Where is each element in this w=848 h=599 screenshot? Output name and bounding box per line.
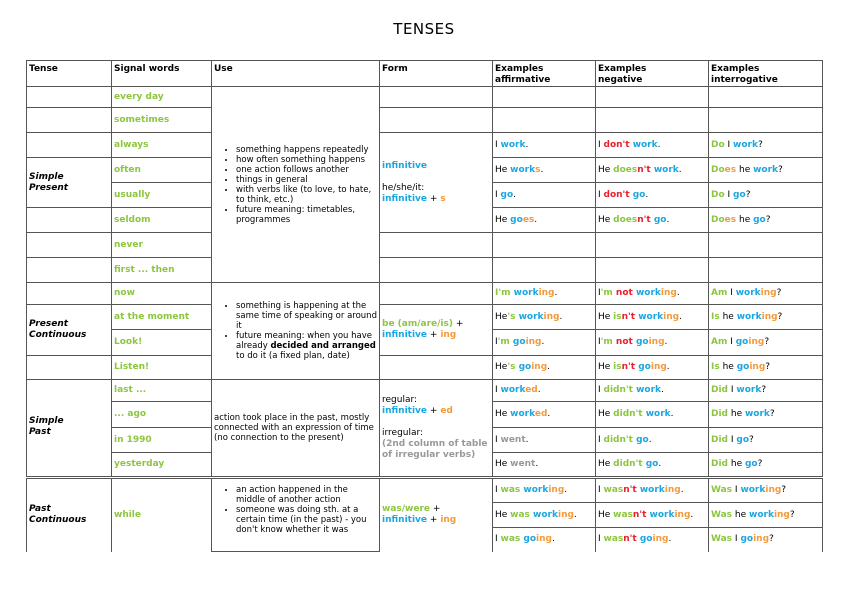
use-past-continuous: • an action happened in the middle of another action • someone was doing sth. at a certain time (in the past) - you don't know whether it was bbox=[212, 479, 380, 552]
example-int: Am I working? bbox=[709, 283, 823, 305]
header-affirmative: Examples affirmative bbox=[493, 61, 596, 87]
example-neg: He didn't go. bbox=[596, 453, 709, 477]
example-aff: He's going. bbox=[493, 356, 596, 380]
signal-word: while bbox=[112, 479, 212, 552]
example-neg: He isn't going. bbox=[596, 356, 709, 380]
example-int: Was I going? bbox=[709, 528, 823, 552]
example-aff: I was working. bbox=[493, 479, 596, 503]
example-neg: I didn't work. bbox=[596, 380, 709, 402]
form-simple-past: regular: infinitive + ed irregular: (2nd column of table of irregular verbs) bbox=[380, 380, 493, 477]
example-int: Does he work? bbox=[709, 158, 823, 183]
example-neg: He doesn't work. bbox=[596, 158, 709, 183]
example-aff: I work. bbox=[493, 133, 596, 158]
example-neg: I don't work. bbox=[596, 133, 709, 158]
example-int: Does he go? bbox=[709, 208, 823, 233]
example-aff: He worked. bbox=[493, 402, 596, 428]
example-aff: I was going. bbox=[493, 528, 596, 552]
example-neg: I wasn't going. bbox=[596, 528, 709, 552]
use-present-continuous: • something is happening at the same time of speaking or around it • future meaning: when you have already decided and arranged to do it (a fixed plan, date) bbox=[212, 283, 380, 380]
example-int: Was I working? bbox=[709, 479, 823, 503]
example-aff: He works. bbox=[493, 158, 596, 183]
page-title: TENSES bbox=[393, 20, 455, 38]
example-aff: He goes. bbox=[493, 208, 596, 233]
tense-simple-past: Simple Past bbox=[27, 402, 112, 453]
signal-word: seldom bbox=[112, 208, 212, 233]
example-int: Do I work? bbox=[709, 133, 823, 158]
signal-word: sometimes bbox=[112, 108, 212, 133]
example-int: Was he working? bbox=[709, 503, 823, 528]
example-int: Did he go? bbox=[709, 453, 823, 477]
signal-word: yesterday bbox=[112, 453, 212, 477]
header-row bbox=[27, 61, 823, 87]
example-int: Did he work? bbox=[709, 402, 823, 428]
tense-present-continuous: Present Continuous bbox=[27, 305, 112, 356]
example-aff: I worked. bbox=[493, 380, 596, 402]
example-neg: He isn't working. bbox=[596, 305, 709, 330]
example-int: Did I go? bbox=[709, 428, 823, 453]
example-int: Did I work? bbox=[709, 380, 823, 402]
header-form: Form bbox=[380, 61, 493, 87]
example-neg: I didn't go. bbox=[596, 428, 709, 453]
example-aff: I went. bbox=[493, 428, 596, 453]
example-neg: He wasn't working. bbox=[596, 503, 709, 528]
example-aff: I'm working. bbox=[493, 283, 596, 305]
signal-word: Listen! bbox=[112, 356, 212, 380]
past-continuous-table bbox=[26, 478, 823, 552]
example-neg: I wasn't working. bbox=[596, 479, 709, 503]
use-simple-present: • something happens repeatedly • how often something happens • one action follows another • things in general • with verbs like (to love, to hate, to think, etc.) • future meaning: timetables, programmes bbox=[212, 87, 380, 283]
header-negative: Examples negative bbox=[596, 61, 709, 87]
signal-word: always bbox=[112, 133, 212, 158]
header-tense: Tense bbox=[27, 61, 112, 87]
example-neg: He didn't work. bbox=[596, 402, 709, 428]
example-aff: He was working. bbox=[493, 503, 596, 528]
signal-word: in 1990 bbox=[112, 428, 212, 453]
example-neg: I'm not working. bbox=[596, 283, 709, 305]
signal-word: every day bbox=[112, 87, 212, 108]
tenses-table bbox=[26, 60, 823, 477]
example-aff: He's working. bbox=[493, 305, 596, 330]
example-neg: He doesn't go. bbox=[596, 208, 709, 233]
tense-past-continuous: Past Continuous bbox=[27, 479, 112, 552]
signal-word: never bbox=[112, 233, 212, 258]
example-neg: I don't go. bbox=[596, 183, 709, 208]
example-int: Do I go? bbox=[709, 183, 823, 208]
signal-word: ... ago bbox=[112, 402, 212, 428]
example-int: Am I going? bbox=[709, 330, 823, 356]
example-neg: I'm not going. bbox=[596, 330, 709, 356]
example-int: Is he going? bbox=[709, 356, 823, 380]
header-signal-words: Signal words bbox=[112, 61, 212, 87]
example-aff: I go. bbox=[493, 183, 596, 208]
example-aff: I'm going. bbox=[493, 330, 596, 356]
header-use: Use bbox=[212, 61, 380, 87]
signal-word: now bbox=[112, 283, 212, 305]
signal-word: usually bbox=[112, 183, 212, 208]
signal-word: at the moment bbox=[112, 305, 212, 330]
signal-word: Look! bbox=[112, 330, 212, 356]
signal-word: first ... then bbox=[112, 258, 212, 283]
example-aff: He went. bbox=[493, 453, 596, 477]
use-simple-past: action took place in the past, mostly connected with an expression of time (no connection to the present) bbox=[212, 380, 380, 477]
form-simple-present: infinitive he/she/it: infinitive + s bbox=[380, 133, 493, 233]
signal-word: often bbox=[112, 158, 212, 183]
header-interrogative: Examples interrogative bbox=[709, 61, 823, 87]
example-int: Is he working? bbox=[709, 305, 823, 330]
tense-simple-present: Simple Present bbox=[27, 158, 112, 208]
signal-word: last ... bbox=[112, 380, 212, 402]
form-present-continuous: be (am/are/is) + infinitive + ing bbox=[380, 305, 493, 356]
form-past-continuous: was/were + infinitive + ing bbox=[380, 479, 493, 552]
